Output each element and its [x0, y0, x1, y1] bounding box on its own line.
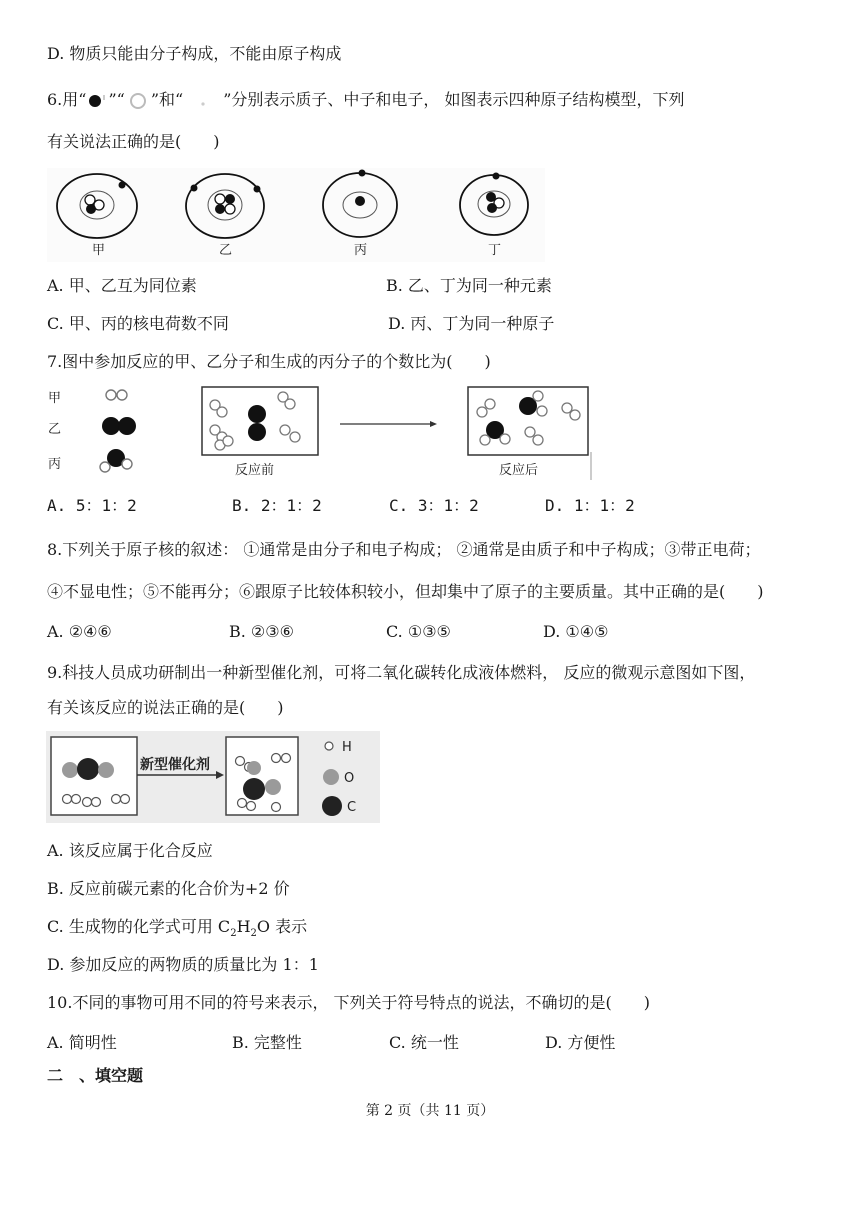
- q9-option-c: [47, 917, 307, 944]
- q5-option-d: D. 物质只能由分子构成，不能由原子构成: [47, 44, 342, 63]
- q6-option-d: D. 丙、丁为同一种原子: [388, 314, 555, 333]
- proton-symbol-icon: [86, 93, 108, 109]
- q6-stem-line2: 有关说法正确的是( ): [47, 132, 220, 151]
- q6-option-c: C. 甲、丙的核电荷数不同: [47, 314, 229, 333]
- q7-before-box: [202, 387, 318, 455]
- atom-label-bing: 丙: [354, 243, 368, 258]
- q8-option-a: A. ②④⑥: [47, 622, 112, 641]
- q8-option-c: C. ①③⑤: [386, 622, 451, 641]
- q6-option-b: B. 乙、丁为同一种元素: [386, 276, 552, 295]
- q9-option-c-prefix: C. 生成物的化学式可用 C: [47, 917, 231, 936]
- q9-stem-line2: 有关该反应的说法正确的是( ): [47, 698, 284, 717]
- q10-option-b: B. 完整性: [232, 1033, 302, 1052]
- q9-legend-c: C: [347, 800, 357, 815]
- q7-after-label: 反应后: [499, 463, 539, 478]
- q9-legend-h: H: [342, 740, 352, 755]
- q9-legend-o: O: [344, 771, 355, 786]
- q8-stem-line2: ④不显电性；⑤不能再分；⑥跟原子比较体积较小，但却集中了原子的主要质量。其中正确的是( ): [47, 582, 764, 601]
- legend-label-jia: 甲: [48, 391, 62, 406]
- q6-stem-mid2: ”和“: [150, 90, 184, 109]
- q10-option-c: C. 统一性: [389, 1033, 459, 1052]
- q7-option-b: B. 2：1：2: [232, 496, 322, 515]
- q9-before-box: [51, 737, 137, 815]
- q9-option-a: A. 该反应属于化合反应: [47, 841, 213, 860]
- q6-stem-line1: [47, 90, 684, 110]
- q10-stem: 10.不同的事物可用不同的符号来表示， 下列关于符号特点的说法，不确切的是( ): [47, 993, 651, 1012]
- q9-arrow-label: 新型催化剂: [140, 757, 210, 773]
- q7-reaction-figure: [45, 382, 595, 482]
- q6-option-a: A. 甲、乙互为同位素: [47, 276, 197, 295]
- q7-option-c: C. 3：1：2: [389, 496, 479, 515]
- q8-option-b: B. ②③⑥: [229, 622, 294, 641]
- legend-label-bing: 丙: [48, 457, 62, 472]
- q8-option-d: D. ①④⑤: [543, 622, 609, 641]
- q9-stem-line1: 9.科技人员成功研制出一种新型催化剂，可将二氧化碳转化成液体燃料， 反应的微观示意图如下图，: [47, 663, 756, 682]
- page-footer: 第 2 页（共 11 页）: [365, 1103, 495, 1119]
- legend-label-yi: 乙: [48, 422, 62, 437]
- q7-arrow: [340, 421, 437, 427]
- atom-label-jia: 甲: [92, 243, 106, 258]
- q7-option-a: A. 5：1：2: [47, 496, 137, 515]
- q9-reaction-figure: [46, 731, 380, 823]
- q9-option-b: B. 反应前碳元素的化合价为+2 价: [47, 879, 290, 898]
- q7-stem: 7.图中参加反应的甲、乙分子和生成的丙分子的个数比为( ): [47, 352, 491, 371]
- atom-label-ding: 丁: [488, 243, 502, 258]
- q9-option-d: D. 参加反应的两物质的质量比为 1：1: [47, 955, 319, 974]
- q6-stem-mid1: ”“: [108, 90, 125, 109]
- q7-option-d: D. 1：1：2: [545, 496, 635, 515]
- q9-option-c-sub2: 2: [250, 928, 257, 940]
- q9-option-c-sub1: 2: [230, 928, 237, 940]
- q7-legend: [48, 390, 136, 472]
- atom-label-yi: 乙: [219, 243, 233, 258]
- q6-stem-prefix: 6.用“: [47, 90, 87, 109]
- q10-option-d: D. 方便性: [545, 1033, 616, 1052]
- q9-option-c-mid: H: [236, 917, 251, 936]
- q6-stem-suffix: ”分别表示质子、中子和电子， 如图表示四种原子结构模型，下列: [223, 90, 685, 109]
- q9-after-box: [226, 737, 298, 815]
- q9-option-c-suffix: O 表示: [256, 917, 308, 936]
- neutron-symbol-icon: [125, 92, 151, 110]
- q8-stem-line1: 8.下列关于原子核的叙述： ①通常是由分子和电子构成； ②通常是由质子和中子构成；③带正电荷；: [47, 540, 761, 559]
- q7-before-label: 反应前: [235, 463, 275, 478]
- q10-option-a: A. 简明性: [47, 1033, 117, 1052]
- section-title-fill-in: 二 、填空题: [47, 1066, 144, 1085]
- q6-atom-models-figure: [47, 168, 545, 262]
- electron-symbol-icon: [183, 93, 223, 109]
